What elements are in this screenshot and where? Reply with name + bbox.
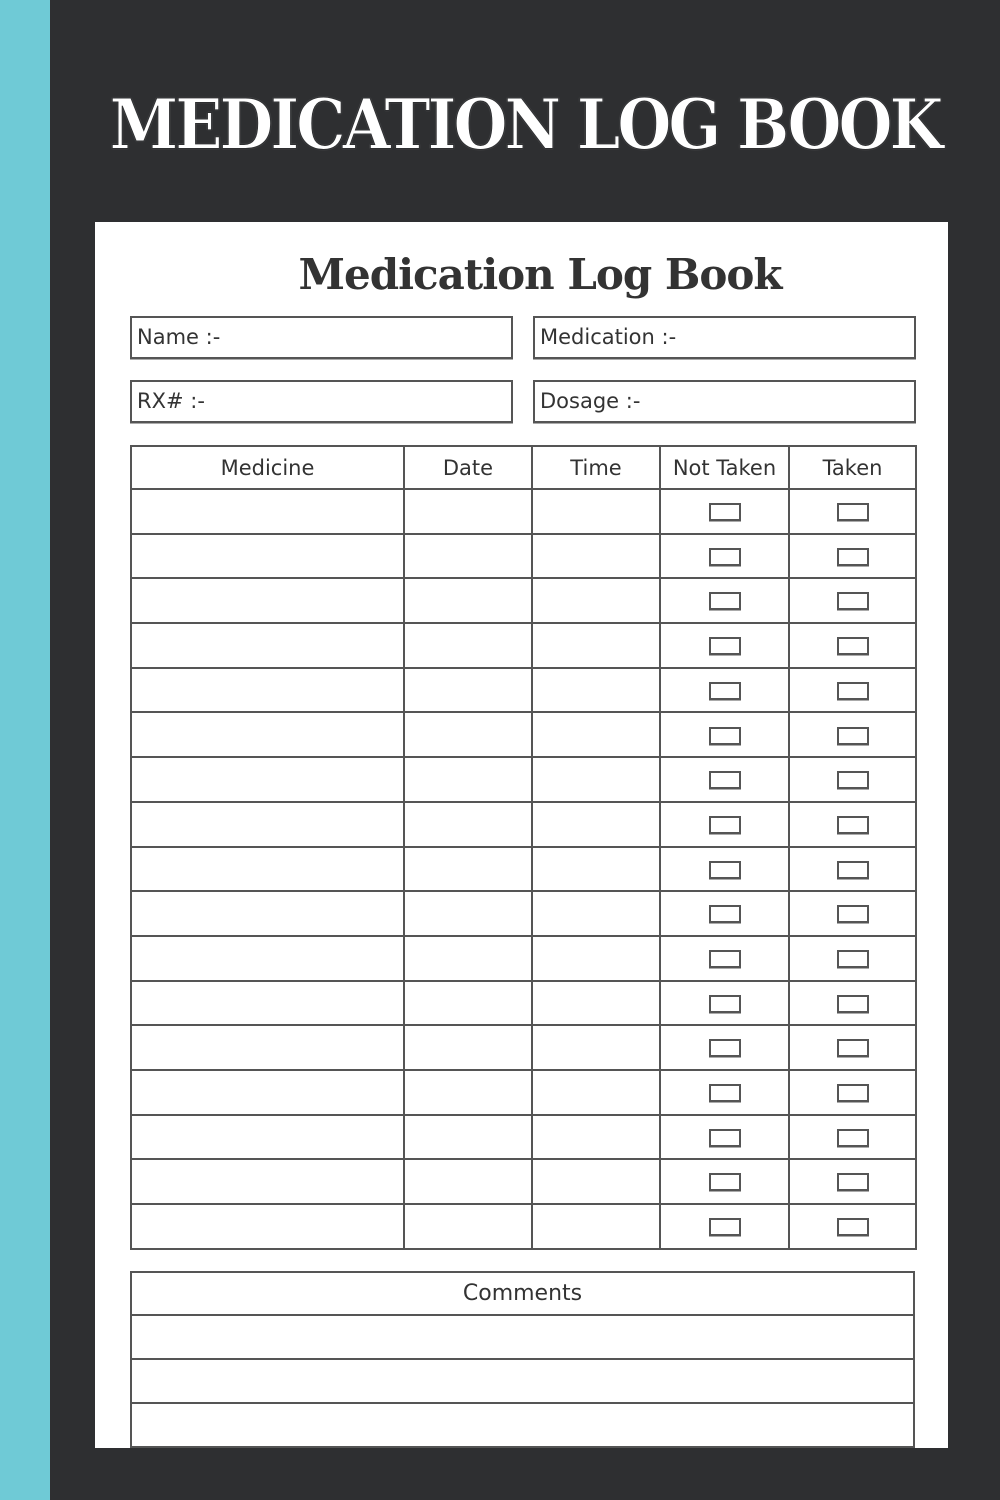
taken-cell bbox=[789, 578, 916, 623]
rx-field[interactable]: RX# :- bbox=[130, 380, 513, 423]
page-title: Medication Log Book bbox=[298, 250, 782, 299]
date-cell[interactable] bbox=[404, 1025, 532, 1070]
date-cell[interactable] bbox=[404, 891, 532, 936]
medicine-cell[interactable] bbox=[131, 534, 404, 579]
cover-spine-stripe bbox=[0, 0, 50, 1500]
not-taken-checkbox[interactable] bbox=[709, 905, 741, 923]
taken-checkbox[interactable] bbox=[837, 995, 869, 1013]
not-taken-cell bbox=[660, 489, 789, 534]
medicine-cell[interactable] bbox=[131, 891, 404, 936]
time-cell[interactable] bbox=[532, 981, 660, 1026]
not-taken-checkbox[interactable] bbox=[709, 950, 741, 968]
time-cell[interactable] bbox=[532, 1115, 660, 1160]
medicine-cell[interactable] bbox=[131, 1115, 404, 1160]
taken-cell bbox=[789, 847, 916, 892]
table-row bbox=[131, 1070, 916, 1115]
header-time: Time bbox=[532, 446, 660, 489]
taken-checkbox[interactable] bbox=[837, 1129, 869, 1147]
not-taken-checkbox[interactable] bbox=[709, 548, 741, 566]
taken-cell bbox=[789, 981, 916, 1026]
time-cell[interactable] bbox=[532, 623, 660, 668]
not-taken-cell bbox=[660, 534, 789, 579]
taken-cell bbox=[789, 936, 916, 981]
medicine-cell[interactable] bbox=[131, 802, 404, 847]
taken-checkbox[interactable] bbox=[837, 1173, 869, 1191]
not-taken-checkbox[interactable] bbox=[709, 995, 741, 1013]
taken-checkbox[interactable] bbox=[837, 771, 869, 789]
table-row bbox=[131, 1025, 916, 1070]
taken-checkbox[interactable] bbox=[837, 592, 869, 610]
comment-input[interactable] bbox=[131, 1403, 914, 1447]
date-cell[interactable] bbox=[404, 1204, 532, 1249]
header-not-taken: Not Taken bbox=[660, 446, 789, 489]
name-field[interactable]: Name :- bbox=[130, 316, 513, 359]
time-cell[interactable] bbox=[532, 712, 660, 757]
not-taken-checkbox[interactable] bbox=[709, 682, 741, 700]
not-taken-cell bbox=[660, 847, 789, 892]
date-cell[interactable] bbox=[404, 847, 532, 892]
taken-cell bbox=[789, 623, 916, 668]
taken-cell bbox=[789, 1070, 916, 1115]
comments-table bbox=[130, 1271, 915, 1448]
medicine-cell[interactable] bbox=[131, 1204, 404, 1249]
not-taken-cell bbox=[660, 981, 789, 1026]
taken-checkbox[interactable] bbox=[837, 816, 869, 834]
taken-checkbox[interactable] bbox=[837, 682, 869, 700]
not-taken-cell bbox=[660, 712, 789, 757]
taken-cell bbox=[789, 757, 916, 802]
time-cell[interactable] bbox=[532, 802, 660, 847]
not-taken-checkbox[interactable] bbox=[709, 1084, 741, 1102]
table-row bbox=[131, 1115, 916, 1160]
header-date: Date bbox=[404, 446, 532, 489]
taken-checkbox[interactable] bbox=[837, 637, 869, 655]
table-row bbox=[131, 668, 916, 713]
not-taken-checkbox[interactable] bbox=[709, 771, 741, 789]
taken-cell bbox=[789, 489, 916, 534]
comment-line bbox=[131, 1315, 914, 1359]
date-cell[interactable] bbox=[404, 757, 532, 802]
not-taken-checkbox[interactable] bbox=[709, 637, 741, 655]
time-cell[interactable] bbox=[532, 489, 660, 534]
taken-checkbox[interactable] bbox=[837, 1084, 869, 1102]
table-row bbox=[131, 578, 916, 623]
comments-header: Comments bbox=[131, 1272, 914, 1315]
not-taken-checkbox[interactable] bbox=[709, 1173, 741, 1191]
table-row bbox=[131, 891, 916, 936]
table-row bbox=[131, 1204, 916, 1249]
table-row bbox=[131, 623, 916, 668]
not-taken-cell bbox=[660, 1115, 789, 1160]
date-cell[interactable] bbox=[404, 489, 532, 534]
taken-cell bbox=[789, 534, 916, 579]
not-taken-cell bbox=[660, 1159, 789, 1204]
date-cell[interactable] bbox=[404, 981, 532, 1026]
time-cell[interactable] bbox=[532, 534, 660, 579]
medicine-cell[interactable] bbox=[131, 668, 404, 713]
not-taken-checkbox[interactable] bbox=[709, 816, 741, 834]
taken-cell bbox=[789, 1204, 916, 1249]
medication-field[interactable]: Medication :- bbox=[533, 316, 916, 359]
not-taken-checkbox[interactable] bbox=[709, 503, 741, 521]
medicine-cell[interactable] bbox=[131, 847, 404, 892]
not-taken-checkbox[interactable] bbox=[709, 727, 741, 745]
date-cell[interactable] bbox=[404, 578, 532, 623]
not-taken-checkbox[interactable] bbox=[709, 1129, 741, 1147]
time-cell[interactable] bbox=[532, 668, 660, 713]
date-cell[interactable] bbox=[404, 668, 532, 713]
taken-checkbox[interactable] bbox=[837, 548, 869, 566]
date-cell[interactable] bbox=[404, 802, 532, 847]
time-cell[interactable] bbox=[532, 1159, 660, 1204]
date-cell[interactable] bbox=[404, 534, 532, 579]
not-taken-cell bbox=[660, 623, 789, 668]
taken-checkbox[interactable] bbox=[837, 1218, 869, 1236]
taken-checkbox[interactable] bbox=[837, 950, 869, 968]
table-row bbox=[131, 712, 916, 757]
not-taken-cell bbox=[660, 578, 789, 623]
taken-checkbox[interactable] bbox=[837, 1039, 869, 1057]
time-cell[interactable] bbox=[532, 936, 660, 981]
taken-checkbox[interactable] bbox=[837, 905, 869, 923]
not-taken-cell bbox=[660, 936, 789, 981]
comments-body bbox=[131, 1315, 914, 1447]
time-cell[interactable] bbox=[532, 1204, 660, 1249]
taken-checkbox[interactable] bbox=[837, 503, 869, 521]
table-row bbox=[131, 489, 916, 534]
medicine-cell[interactable] bbox=[131, 757, 404, 802]
medicine-cell[interactable] bbox=[131, 1025, 404, 1070]
not-taken-cell bbox=[660, 1070, 789, 1115]
taken-checkbox[interactable] bbox=[837, 727, 869, 745]
medicine-cell[interactable] bbox=[131, 981, 404, 1026]
table-row bbox=[131, 802, 916, 847]
date-cell[interactable] bbox=[404, 1070, 532, 1115]
comment-input[interactable] bbox=[131, 1359, 914, 1403]
header-taken: Taken bbox=[789, 446, 916, 489]
date-cell[interactable] bbox=[404, 712, 532, 757]
not-taken-checkbox[interactable] bbox=[709, 861, 741, 879]
taken-cell bbox=[789, 1025, 916, 1070]
not-taken-checkbox[interactable] bbox=[709, 592, 741, 610]
date-cell[interactable] bbox=[404, 623, 532, 668]
time-cell[interactable] bbox=[532, 578, 660, 623]
cover-title: MEDICATION LOG BOOK bbox=[109, 83, 941, 166]
medicine-cell[interactable] bbox=[131, 1159, 404, 1204]
table-row bbox=[131, 847, 916, 892]
medicine-cell[interactable] bbox=[131, 936, 404, 981]
table-row bbox=[131, 936, 916, 981]
not-taken-cell bbox=[660, 668, 789, 713]
comment-input[interactable] bbox=[131, 1315, 914, 1359]
taken-cell bbox=[789, 1115, 916, 1160]
medicine-cell[interactable] bbox=[131, 1070, 404, 1115]
table-row bbox=[131, 757, 916, 802]
medication-log-table bbox=[130, 445, 917, 1250]
time-cell[interactable] bbox=[532, 1070, 660, 1115]
not-taken-checkbox[interactable] bbox=[709, 1218, 741, 1236]
taken-checkbox[interactable] bbox=[837, 861, 869, 879]
taken-cell bbox=[789, 891, 916, 936]
taken-cell bbox=[789, 1159, 916, 1204]
time-cell[interactable] bbox=[532, 757, 660, 802]
header-medicine: Medicine bbox=[131, 446, 404, 489]
taken-cell bbox=[789, 802, 916, 847]
not-taken-checkbox[interactable] bbox=[709, 1039, 741, 1057]
date-cell[interactable] bbox=[404, 1115, 532, 1160]
time-cell[interactable] bbox=[532, 891, 660, 936]
comment-line bbox=[131, 1359, 914, 1403]
comment-line bbox=[131, 1403, 914, 1447]
taken-cell bbox=[789, 668, 916, 713]
time-cell[interactable] bbox=[532, 847, 660, 892]
log-table-body bbox=[131, 489, 916, 1249]
medicine-cell[interactable] bbox=[131, 489, 404, 534]
medicine-cell[interactable] bbox=[131, 623, 404, 668]
medicine-cell[interactable] bbox=[131, 712, 404, 757]
not-taken-cell bbox=[660, 1025, 789, 1070]
taken-cell bbox=[789, 712, 916, 757]
not-taken-cell bbox=[660, 1204, 789, 1249]
medicine-cell[interactable] bbox=[131, 578, 404, 623]
not-taken-cell bbox=[660, 757, 789, 802]
table-row bbox=[131, 534, 916, 579]
time-cell[interactable] bbox=[532, 1025, 660, 1070]
table-row bbox=[131, 981, 916, 1026]
date-cell[interactable] bbox=[404, 1159, 532, 1204]
not-taken-cell bbox=[660, 891, 789, 936]
table-row bbox=[131, 1159, 916, 1204]
not-taken-cell bbox=[660, 802, 789, 847]
log-page-preview bbox=[95, 222, 948, 1448]
dosage-field[interactable]: Dosage :- bbox=[533, 380, 916, 423]
date-cell[interactable] bbox=[404, 936, 532, 981]
